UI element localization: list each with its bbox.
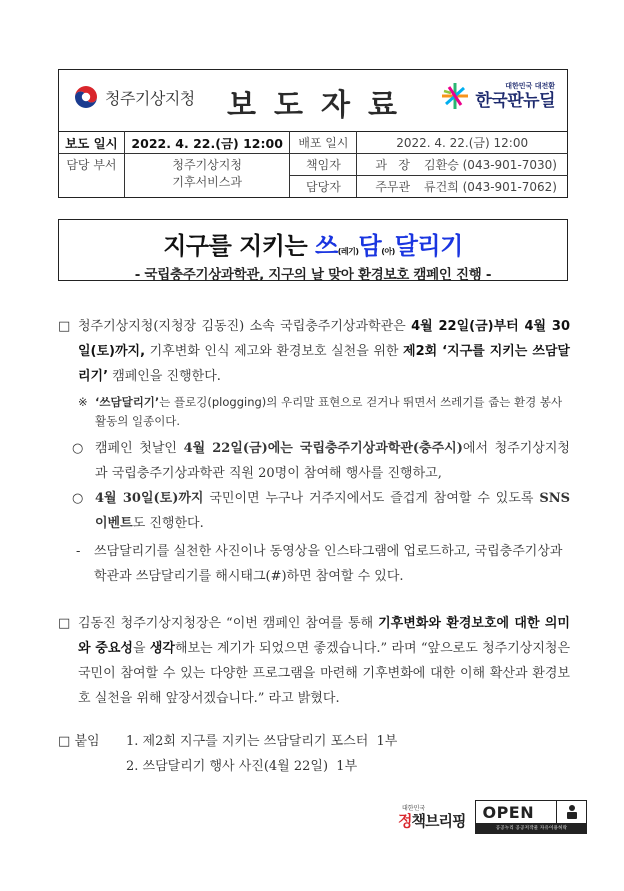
dept-value xyxy=(124,154,290,198)
note-bold: ‘쓰담달리기’ xyxy=(95,395,160,409)
officer-title: 주무관 xyxy=(375,180,411,194)
dept-label: 담당 부서 xyxy=(59,154,125,198)
manager-label: 책임자 xyxy=(290,154,357,176)
footer-logos xyxy=(398,800,587,834)
distribute-date-label: 배포 일시 xyxy=(290,132,357,154)
attachments-list xyxy=(126,729,397,779)
open-word: OPEN xyxy=(482,802,535,822)
sub1-text-2: 에서 청주기상지청과 국립충주기상과학관 직원 20명이 참여해 행사를 진행하고, xyxy=(95,441,570,481)
circle-bullet: ○ xyxy=(72,491,84,506)
headline-word-3: 달리기 xyxy=(394,232,463,260)
p1-text-3: 캠페인을 진행한다. xyxy=(108,369,221,384)
press-release-header xyxy=(58,69,568,131)
release-info-table xyxy=(58,131,568,198)
circle-bullet: ○ xyxy=(72,441,84,456)
brand-name: 한국판뉴딜 xyxy=(475,90,555,111)
headline-small-2: (아) xyxy=(381,247,395,256)
p1-bold-2: 제2회 ‘지구를 지키는 쓰담달리기’ xyxy=(78,344,570,384)
p2-text-3: 해보는 계기가 되었으면 좋겠습니다.” 라며 “앞으로도 청주기상지청은 국민이 참여할 수 있는 다양한 프로그램을 마련해 기후변화에 대한 이해 확산과 환경보호 실천을 위해 앞장서겠습니다.” 라고 밝혔다. xyxy=(78,641,570,706)
korean-new-deal-logo xyxy=(439,80,555,112)
officer-label: 담당자 xyxy=(290,176,357,198)
dash-bullet: - xyxy=(76,544,81,559)
attachments-label xyxy=(58,729,126,779)
sub2-bold-2: SNS 이벤트 xyxy=(95,491,570,531)
officer-contact-cell xyxy=(357,176,568,198)
sub-item-2 xyxy=(58,486,570,536)
p2-text-2: 을 xyxy=(132,641,150,656)
p1-bold-1: 4월 22일(금)부터 4월 30일(토)까지, xyxy=(78,319,570,359)
box-bullet: □ xyxy=(58,616,71,631)
headline-box xyxy=(58,219,568,281)
note-text: 는 플로깅(plogging)의 우리말 표현으로 걷거나 뛰면서 쓰레기를 줍는 환경 봉사활동의 일종이다. xyxy=(95,395,563,428)
manager-title: 과 장 xyxy=(375,158,410,172)
release-date-value: 2022. 4. 22.(금) 12:00 xyxy=(124,132,290,154)
headline-prefix: 지구를 지키는 xyxy=(163,232,316,260)
sub2-text-2: 도 진행한다. xyxy=(132,516,204,531)
new-deal-spark-icon xyxy=(439,80,471,112)
headline-small-1: (레기) xyxy=(337,247,359,256)
taegeuk-emblem-icon xyxy=(73,84,99,110)
p2-bold-1: 기후변화와 환경보호에 대한 의미와 중요성 xyxy=(78,616,570,656)
headline-word-2: 담 xyxy=(358,232,382,260)
dept-line-2: 기후서비스과 xyxy=(172,175,242,189)
p2-text-1: 김동진 청주기상지청장은 “이번 캠페인 참여를 통해 xyxy=(78,616,379,631)
org-name: 청주기상지청 xyxy=(105,88,195,108)
p1-text-2: 기후변화 인식 제고와 환경보호 실천을 위한 xyxy=(145,344,404,359)
brand-tagline: 대한민국 대전환 xyxy=(505,81,555,90)
distribute-date-value: 2022. 4. 22.(금) 12:00 xyxy=(357,132,568,154)
manager-contact: 김환승 (043-901-7030) xyxy=(424,158,557,172)
attachments xyxy=(58,729,570,779)
attachment-item[interactable]: 2. 쓰담달리기 행사 사진(4월 22일) 1부 xyxy=(126,759,358,774)
dash-item-1 xyxy=(58,539,570,589)
sub1-text-1: 캠페인 첫날인 xyxy=(95,441,184,456)
box-bullet: □ xyxy=(58,319,71,334)
attribution-person-icon xyxy=(556,801,586,823)
note-plogging xyxy=(58,393,570,431)
paragraph-2 xyxy=(58,611,570,711)
sub-item-1 xyxy=(58,436,570,486)
kogl-open-license-badge xyxy=(475,800,587,834)
doc-type-title: 보도자료 xyxy=(227,88,415,123)
sub2-bold-1: 4월 30일(토)까지 xyxy=(95,491,204,506)
subheadline: - 국립충주기상과학관, 지구의 날 맞아 환경보호 캠페인 진행 - xyxy=(134,267,492,283)
open-license-text: 공공누리 공공저작물 자유이용허락 xyxy=(476,823,586,833)
article-body xyxy=(58,314,570,779)
policy-briefing-red-char: 정 xyxy=(398,811,412,830)
manager-contact-cell xyxy=(357,154,568,176)
attachments-label-text: 붙임 xyxy=(74,734,100,749)
note-bullet: ※ xyxy=(78,395,88,409)
attachment-item[interactable]: 1. 제2회 지구를 지키는 쓰담달리기 포스터 1부 xyxy=(126,734,398,749)
paragraph-1 xyxy=(58,314,570,389)
headline xyxy=(59,226,567,261)
box-bullet: □ xyxy=(58,734,71,749)
release-date-label: 보도 일시 xyxy=(59,132,125,154)
policy-briefing-logo xyxy=(398,806,465,829)
policy-briefing-country: 대한민국 xyxy=(402,804,426,812)
org-logo xyxy=(73,84,195,110)
dash1-text: 쓰담달리기를 실천한 사진이나 동영상을 인스타그램에 업로드하고, 국립충주기상과학관과 쓰담달리기를 해시태그(#)하면 참여할 수 있다. xyxy=(94,544,563,584)
sub1-bold: 4월 22일(금)에는 국립충주기상과학관(충주시) xyxy=(183,441,463,456)
dept-line-1: 청주기상지청 xyxy=(172,158,242,172)
sub2-text-1: 국민이면 누구나 거주지에서도 즐겁게 참여할 수 있도록 xyxy=(203,491,540,506)
officer-contact: 류건희 (043-901-7062) xyxy=(424,180,557,194)
headline-word-1: 쓰 xyxy=(315,232,338,260)
p2-bold-2: 생각 xyxy=(149,641,175,656)
policy-briefing-name: 책브리핑 xyxy=(411,811,466,830)
p1-text-1: 청주기상지청(지청장 김동진) 소속 국립충주기상과학관은 xyxy=(78,319,412,334)
